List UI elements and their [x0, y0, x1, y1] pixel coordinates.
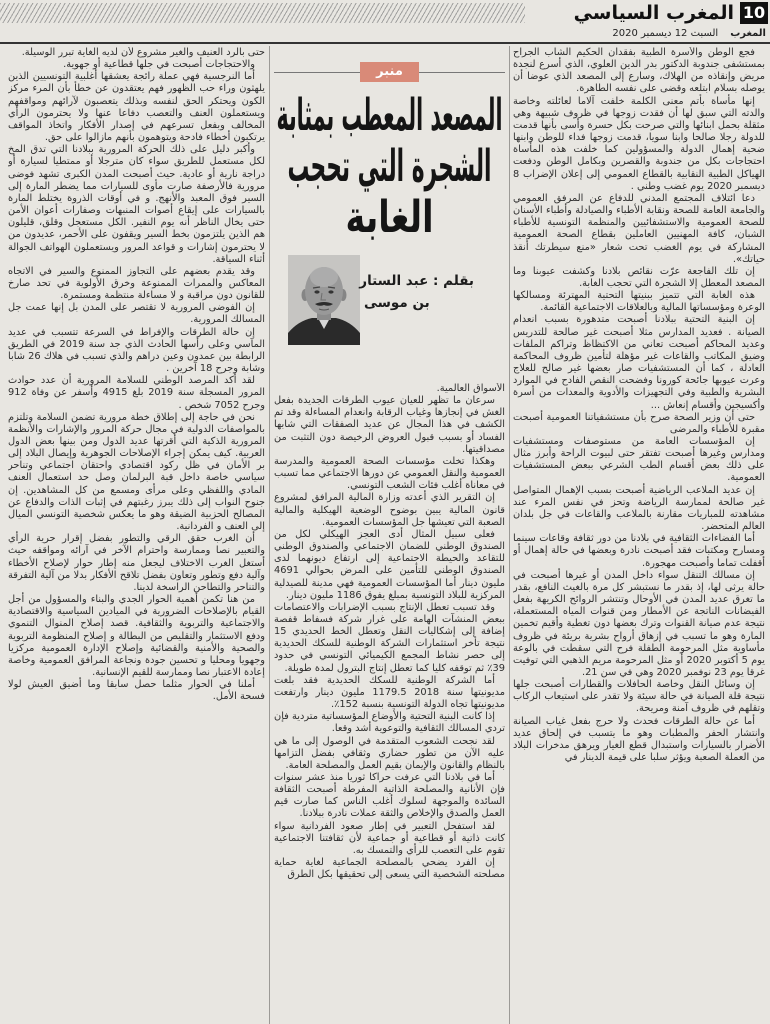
paragraph: إن البنية التحتية ببلادنا أصبحت متدهورة بسبب انعدام الصيانة . فعديد المدارس مثلا أصبحت غير صالحة للتدريس وعديد المحاكم أصبحت تعاني من الاكتظاظ وتراكم الملفات وضيق المكاتب والقاعات غير مؤهلة لتأمين ظروف المحاكمة العادلة ، كما أن المستشفيات صار بعضها غير صالح للعلاج وعرت عيوبها جائحة كورونا وفضحت النقص الفادح في الموارد البشرية والطبية وفي التجهيزات والأدوية والمعدات من أسرة وأكسيجين وأقسام إنعاش ...: [513, 314, 765, 411]
headline-line-1: المصعد المعطب بمثابة: [276, 90, 503, 141]
paragraph: وهكذا تخلت مؤسسات الصحة العمومية والمدرسة العمومية والنقل العمومي عن دورها الاجتماعي مما تسبب في معاناة أغلب فئات الشعب التونسي.: [274, 455, 505, 492]
paragraph: دعا ائتلاف المجتمع المدني للدفاع عن المرفق العمومي والجامعة العامة للصحة ونقابة الأطباء والصيادلة وأطباء الأسنان للصحة العمومية والاستشفائيين والمنظمة التونسية للأطباء الشبان، كافة المهنيين العاملين بقطاع الصحة العمومية المشاركة في يوم الغضب تحت شعار «منع سيطرتك أنقذ حياتك».: [513, 192, 765, 265]
paragraph: حتى أن وزير الصحة صرح بأن مستشفياتنا العمومية أصبحت مقبرة للأطباء والمرضى: [513, 411, 765, 435]
author-photo: [288, 255, 360, 345]
header-pattern: [0, 3, 525, 23]
article-column-middle: [274, 383, 505, 1024]
paragraph: وقد يقدم بعضهم على التجاوز الممنوع والسير في الاتجاه المعاكس والممرات الممنوعة وخرق الأولوية في تحد صارخ للقانون دون مراقبة و لا مساءلة منتظمة ومستمرة.: [8, 265, 265, 302]
headline: [272, 84, 507, 244]
byline-line-2: بن موسى: [364, 295, 430, 311]
paragraph: فعلى سبيل المثال أدى العجز الهيكلي لكل من الصندوق الوطني للضمان الاجتماعي والصندوق الوطني للتقاعد والحيطة الاجتماعية إلى ارتفاع ديونهما لدى الصندوق الوطني للتأمين على المرض بحوالي 4691 مليون دينار أما المؤسسات العمومية فهي مدينة للصيدلية المركزية للبلاد التونسية بمبلغ يفوق 1186 مليون دينار.: [274, 528, 505, 601]
paragraph: إن التقرير الذي أعدته وزارة المالية المرافق لمشروع قانون المالية يبين بوضوح الوضعية الهيكلية والمالية الصعبة التي تعيشها جل المؤسسات العمومية.: [274, 492, 505, 528]
paragraph: إنها مأساة بأتم معنى الكلمة خلفت آلاما لعائلته وخاصة والدته التي سبق لها أن فقدت زوجها في ظروف شبيهة وهي مثقلة بحمل ابنائها والتي صرحت بكل حسرة وأسى بأنها قدمت للدولة رجلا صالحا وابنا سويا، قدمت زوجها فداء للوطن وابنها ضحية إهمال الدولة والمسؤولين كما خلفت هذه المأساة احتجاجات بكل من جندوبة والقصرين وبكامل الوطن ودفعت الهياكل الطبية النقابية بالقطاع العمومي إلى إعلان الإضراب 8 ديسمبر 2020 يوم غضب وطني .: [513, 95, 765, 192]
paragraph: إن وسائل النقل وخاصة الحافلات والقطارات أصبحت جلها نتيجة قلة الصيانة في حالة سيئة ولا تقدر على استيعاب الركاب وتقلهم في ظروف آمنة ومريحة.: [513, 679, 765, 715]
paragraph: أما عن حالة الطرقات فحدث ولا حرج بفعل غياب الصيانة وانتشار الحفر والمطبات وهو ما يتسبب في إلحاق عديد الأضرار بالسيارات واستبدال قطع الغيار ويرهق مدخرات البلاد من العملة الصعبة ويؤثر سلبا على قيمة الدينار في: [513, 715, 765, 764]
publication-name: المغرب: [730, 28, 766, 39]
paragraph: لقد نجحت الشعوب المتقدمة في الوصول إلى ما هي عليه الآن من تطور حضاري وثقافي بفضل التزامها بالنظام والقانون والإيمان بقيم العمل والمصلحة العامة.: [274, 735, 505, 771]
paragraph: من هنا تكمن أهمية الحوار الجدي والبناء والمسؤول من أجل القيام بالإصلاحات الضرورية في الميادين السياسية والاقتصادية والاجتماعية والتربوية والثقافية. قصد إصلاح المنوال التنموي ودفع الاستثمار والتقليص من البطالة و إصلاح المنظومة التربوية والصحية والأمنية والقضائية وإصلاح الإدارة العمومية مركزيا وجهويا ومحليا و تحسين جودة ونجاعة المرافق العمومية وخاصة إعادة الاعتبار نصا وممارسة للقيم الإنسانية.: [8, 594, 265, 678]
paragraph: أما الشركة الوطنية للسكك الحديدية فقد بلغت مديونيتها سنة 2018 1179.5 مليون دينار وارتفعت مديونيتها تجاه الدولة التونسية بنسبة 152٪.: [274, 674, 505, 711]
paragraph: إذا كانت البنية التحتية والأوضاع المؤسساتية متردية فإن تردي المسالك الثقافية والتوعوية أشد وقعا.: [274, 711, 505, 735]
paragraph: إن تلك الفاجعة عرّت نقائص بلادنا وكشفت عيوبنا وما المصعد المعطل إلا الشجرة التي تحجب الغابة.: [513, 265, 765, 289]
dateline: [612, 27, 766, 41]
rubric-label: منبر: [360, 62, 419, 82]
paragraph: أما النرجسية فهي عملة رائجة يعشقها أغلبية التونسيين الذين يلهثون وراء حب الظهور فهم يعتقدون عن خطأ بأن المرء مركز الكون ويحتكر الحق لنفسه وبذلك يتعصبون لآرائهم ومواقفهم ويستعملون العنف والتعصب دفاعا عنها ولا يحترمون الرأي المخالف وبفعل تسرعهم في إصدار الأفكار واتخاذ المواقف يرتكبون أخطاء فادحة ويتوهمون بأنهم مازالوا على حق.: [8, 71, 265, 144]
rubric-rule: [419, 72, 505, 73]
paragraph: الأسواق العالمية.: [436, 383, 505, 394]
section-title: المغرب السياسي: [573, 2, 734, 24]
paragraph: أملنا في الحوار مثلما حصل سابقا وما أضيق العيش لولا فسحة الأمل.: [8, 679, 265, 703]
paragraph: إن عديد الملاعب الرياضية أصبحت بسبب الإهمال المتواصل غير صالحة لممارسة الرياضة وتحز في نفس المرء عند مشاهدته للمباريات مقارنة بالملاعب والقاعات في جل بلدان العالم المتحضر.: [513, 484, 765, 533]
article-column-right: [513, 47, 765, 1024]
column-divider: [509, 46, 510, 1024]
paragraph: لقد استفحل التعبير في إطار صعود الفردانية سواء كانت ذاتية أو قطاعية أو جماعية لأن ثقافتنا الاجتماعية تقوم على التعصب للرأي والتمسك به.: [274, 820, 505, 856]
paragraph: لقد أكد المرصد الوطني للسلامة المرورية أن عدد حوادث المرور المسجلة سنة 2019 بلغ 4915 وأسفر عن وفاة 912 وجرح 7052 شخص .: [8, 375, 265, 411]
article-column-left: [8, 47, 265, 1024]
paragraph: فجع الوطن والأسرة الطبية بفقدان الحكيم الشاب الجراح بمستشفى جندوبة الدكتور بدر الدين العلوي، الذي أسرع لنجدة مريض وإنقاذه من الهلاك، وسارع إلى المصعد الذي عوضا أن يوصله بسلام ابتلعه وقضى على نفسه الطاهرة.: [513, 47, 765, 95]
headline-line-3: الغابة: [345, 192, 434, 243]
paragraph: هذه الغابة التي تتميز ببنيتها التحتية المهترئة ومسالكها الوعرة ومؤسساتها المالية وبالعلاقات الاجتماعية القائمة.: [513, 290, 765, 314]
paragraph: وقد تسبب تعطل الإنتاج بسبب الإضرابات والاعتصامات ببعض المنشآت الهامة على غرار شركة فسفاط قفصة إضافة إلى إشكاليات النقل وتعطل الخط الحديدي 15 نتيجة تأخر استثمارات الشركة الوطنية للسكك الحديدية إلى حصر نشاط المجمع الكيميائي التونسي في حدود 39٪ ثم توقفه كليا كما تعطل إنتاج البترول لمدة طويلة.: [274, 601, 505, 674]
paragraph: سرعان ما تظهر للعيان عيوب الطرقات الجديدة بفعل الغش في إنجازها وغياب الرقابة وانعدام المساءلة وقد تم الكشف في هذا المجال عن عديد الصفقات التي شابها الفساد أو بسبب قبول العروض الرخيصة دون التثبت من مصداقيتها.: [274, 395, 505, 455]
byline: [359, 270, 474, 314]
paragraph: أما الفضاءات الثقافية في بلادنا من دور ثقافة وقاعات سينما ومسارح ومكتبات فقد أصبحت نادرة وبعضها في حالة إهمال أو أقفلت تماما وأصبحت مهجورة.: [513, 533, 765, 569]
headline-line-2: الشجرة التي تحجب: [287, 141, 492, 192]
paragraph: إن الفرد يضحي بالمصلحة الجماعية لغاية حماية مصلحته الشخصية التي يسعى إلى تحقيقها بكل الطرق: [274, 857, 505, 881]
paragraph: أن الغرب حقق الرقي والتطور بفضل إقرار حرية الرأي والتعبير نصا وممارسة واحترام الآخر في آرائه ومواقفه حيث أستغل الغرب الاختلاف ليجعل منه إطار حوار لإصلاح الأخطاء وآلية دفع وتطور وتعاون بفضل تلاقح الأفكار بدلا من آلية التفرقة والتناحر والتطاحن الراسخة لدينا.: [8, 533, 265, 593]
paragraph: إن الفوضى المرورية لا تقتصر على المدن بل إنها عمت جل المسالك المرورية.: [8, 302, 265, 326]
issue-date: السبت 12 ديسمبر 2020: [612, 28, 719, 39]
rubric-rule: [274, 72, 360, 73]
header-rule: [0, 42, 770, 44]
paragraph: إن مسالك التنقل سواء داخل المدن أو غيرها أصبحت في حالة يرثى لها، إذ بقدر ما نستبشر كل مرة بالغيث النافع، بقدر ما تغرق عديد المدن في الأوحال وتنتشر الروائح الكريهة بفعل الفيضانات الناتجة عن الأمطار ومن قنوات المياه المستعملة، نتيجة عدم صيانة القنوات وترك بعضها دون تغطية وأقيم تخمين المارة وهو ما تسبب في إزهاق أرواح بشرية بريئة في ظروف مأساوية مثل المرحومة الطفلة فرح التي سقطت في بالوعة يوم 5 أكتوبر 2020 أو مثل المرحومة مريم الذهبي التي توفيت غرقا يوم 23 نوفمبر 2020 وهي في سن 21.: [513, 569, 765, 678]
column-divider: [269, 46, 270, 1024]
byline-line-1: بقلم : عبد الستار: [359, 273, 474, 289]
page-number: 10: [740, 2, 768, 24]
paragraph: وأكبر دليل على ذلك الحركة المرورية ببلادنا التي تدق المخ لكل مستعمل للطريق سواء كان مترجلا أو ممتطيا لسيارة أو دراجة نارية أو عادية. حيث أصبحت المدن الكبرى تشهد فوضى مرورية فالأرصفة صارت مأوى للسيارات مما يضطر المارة إلى السير فوق المعبد والأنهج. و في أوقات الذروة يختلط المارة بالسيارات على إيقاع أصوات المنبهات وصفارات أعوان الأمن حتى يخال الناظر أنه يوم النفير. الكل مستعجل وقلق، قليلون هم الذين يلتزمون بخط السير ويقفون على الأحمر، عديدون من لا يحترمون إشارات و قواعد المرور ويستعملون الهواتف الجوالة أثناء السياقة.: [8, 144, 265, 265]
paragraph: إن حالة الطرقات والإفراط في السرعة تتسبب في عديد المآسي وعلى رأسها الحادث الذي جد سنة 2019 في الطريق الرابطة بين عمدون وعين دراهم والذي تسبب في هلاك 26 شابا وشابة وجرح 18 آخرين .: [8, 326, 265, 375]
rubric-row: [274, 61, 505, 83]
paragraph: إن المؤسسات العامة من مستوصفات ومستشفيات ومدارس وغيرها أصبحت تفتقر حتى لبيوت الراحة وأبرز مثال على ذلك بعض أقسام الطب الشرعي ببعض المستشفيات العمومية.: [513, 436, 765, 484]
paragraph: والاحتجاجات أصبحت في جلها قطاعية أو جهوية.: [63, 59, 255, 71]
paragraph: حتى بالرد العنيف والغير مشروع لأن لديه الغاية تبرر الوسيلة.: [21, 47, 265, 58]
paragraph: نحن في حاجة إلى إطلاق خطة مرورية تضمن السلامة وتلتزم بالمواصفات الدولية في مجال حركة المرور والإشارات والأنظمة المرورية الذكية التي أقرتها عديد الدول ومن بينها بعض الدول العربية. كيف يمكن إجراء الإصلاحات الجوهرية وإيصال البلاد إلى بر الأمان في ظل ركود اقتصادي واحتقان اجتماعي وتناحر سياسي خاصة داخل قبة البرلمان وصل حد استعمال العنف المادي واللفظي وعلى مرأى ومسمع من كل المشاهدين. إن جنوح النواب إلى ذلك يبرز رغبتهم في إثبات الذات والدفاع عن المصالح الحزبية الضيقة وهو ما يعكس شخصية التونسي الميال إلى العنف و الفردانية.: [8, 411, 265, 533]
paragraph: أما في بلادنا التي عرفت حراكا ثوريا منذ عشر سنوات فإن الأنانية والمصلحة الذاتية المفرطة أصبحت الثقافة السائدة والموجهة لسلوك أغلب الناس كما صارت قيم العمل والصدق والإخلاص والثقة عملات نادرة ببلادنا.: [274, 772, 505, 820]
